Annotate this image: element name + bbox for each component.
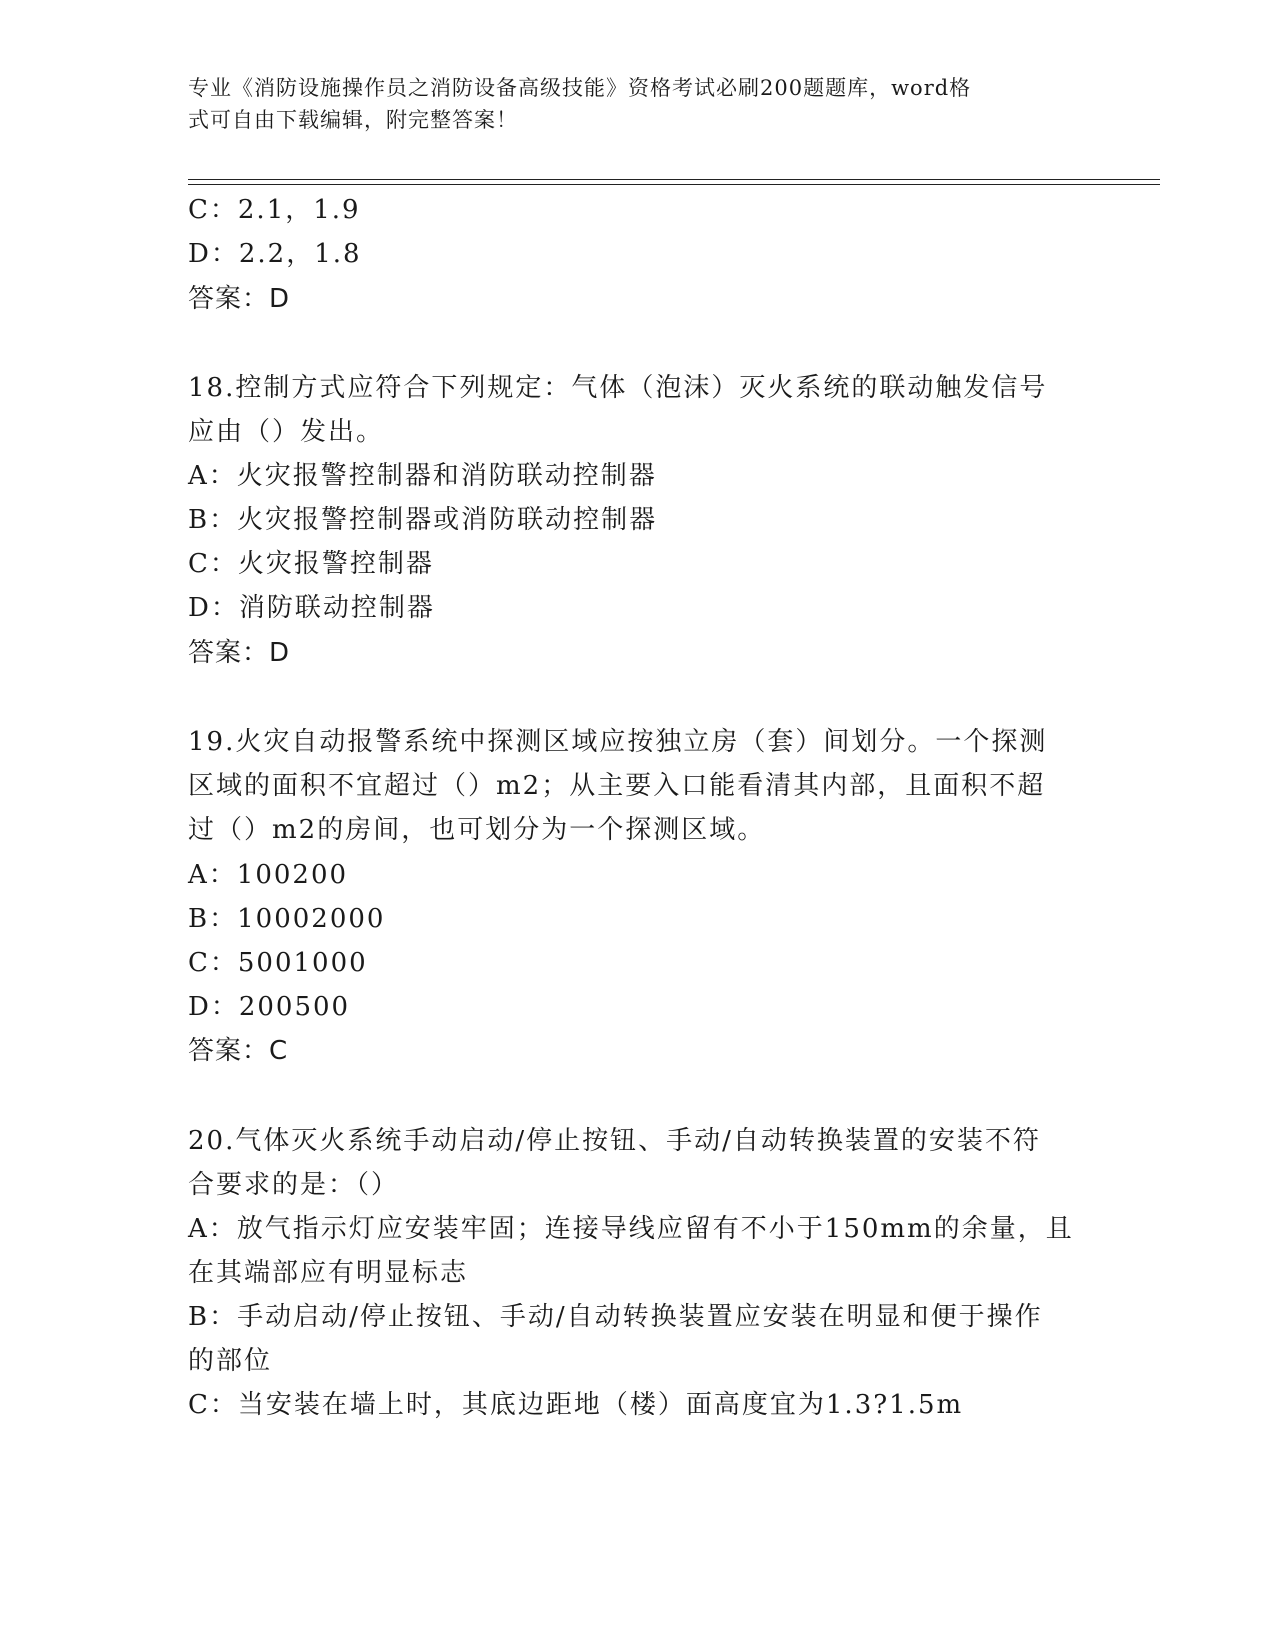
q19-option-d: D：200500 [188, 992, 351, 1022]
q17-option-d: D：2.2，1.8 [188, 239, 362, 269]
header-rule-top [188, 179, 1160, 180]
q19-option-c: C：5001000 [188, 948, 368, 978]
header-line-2: 式可自由下载编辑，附完整答案！ [188, 108, 518, 132]
q17-option-c: C：2.1，1.9 [188, 195, 361, 225]
header-rule-bottom [188, 184, 1160, 185]
header-line-1: 专业《消防设施操作员之消防设备高级技能》资格考试必刷200题题库，word格 [188, 76, 972, 100]
q20-option-a-line-2: 在其端部应有明显标志 [188, 1258, 469, 1288]
q18-stem-line-1: 18.控制方式应符合下列规定：气体（泡沫）灭火系统的联动触发信号 [188, 373, 1048, 403]
q19-option-b: B：10002000 [188, 904, 386, 934]
q19-stem-line-3: 过（）m2的房间，也可划分为一个探测区域。 [188, 815, 766, 845]
q20-option-c: C：当安装在墙上时，其底边距地（楼）面高度宜为1.3?1.5m [188, 1390, 964, 1420]
q20-stem-line-2: 合要求的是：（） [188, 1170, 400, 1200]
q18-option-b: B：火灾报警控制器或消防联动控制器 [188, 505, 658, 535]
q19-stem-line-1: 19.火灾自动报警系统中探测区域应按独立房（套）间划分。一个探测 [188, 727, 1048, 757]
q20-option-b-line-2: 的部位 [188, 1346, 273, 1376]
q18-stem-line-2: 应由（）发出。 [188, 417, 385, 447]
q19-stem-line-2: 区域的面积不宜超过（）m2；从主要入口能看清其内部，且面积不超 [188, 771, 1046, 801]
q19-option-a: A：100200 [188, 860, 349, 890]
q20-option-a-line-1: A：放气指示灯应安装牢固；连接导线应留有不小于150mm的余量，且 [188, 1214, 1074, 1244]
q18-answer: 答案：D [188, 638, 291, 668]
q18-option-d: D：消防联动控制器 [188, 593, 435, 623]
q20-stem-line-1: 20.气体灭火系统手动启动/停止按钮、手动/自动转换装置的安装不符 [188, 1126, 1041, 1156]
q17-answer: 答案：D [188, 284, 291, 314]
q19-answer: 答案：C [188, 1036, 289, 1066]
document-header [188, 72, 1068, 136]
q18-option-c: C：火灾报警控制器 [188, 549, 434, 579]
q20-option-b-line-1: B：手动启动/停止按钮、手动/自动转换装置应安装在明显和便于操作 [188, 1302, 1043, 1332]
q18-option-a: A：火灾报警控制器和消防联动控制器 [188, 461, 657, 491]
